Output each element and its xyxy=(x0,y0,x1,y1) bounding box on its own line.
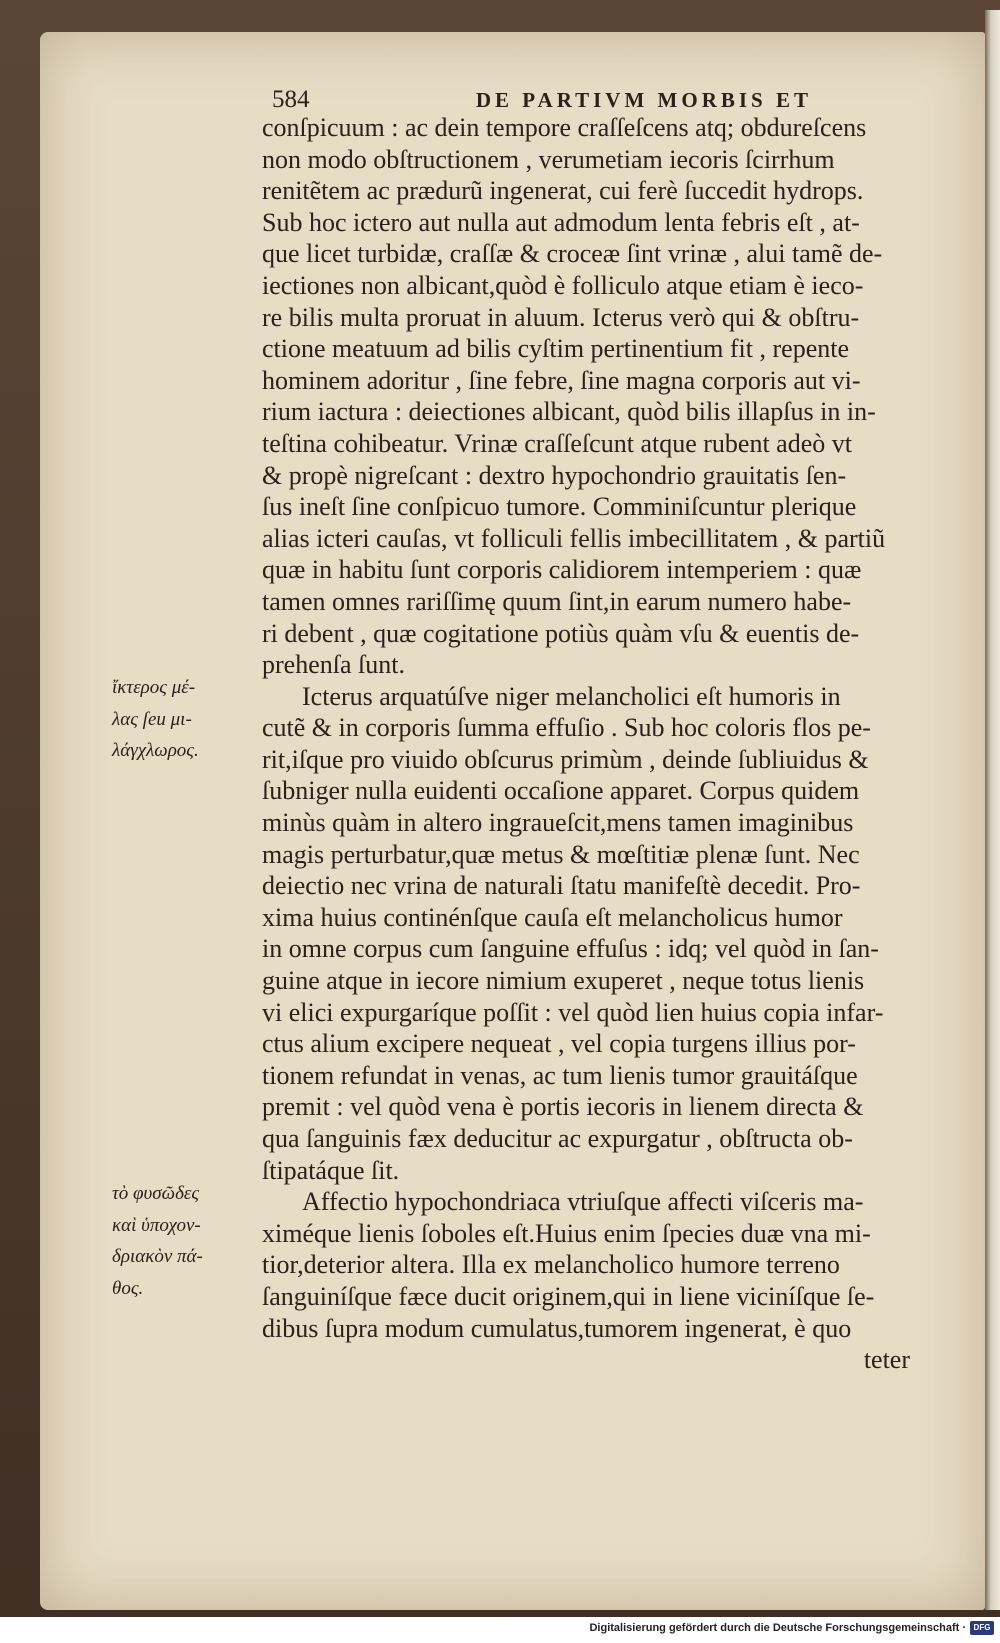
text-line: ri debent , quæ cogitatione potiùs quàm vſu & euentis de- xyxy=(262,618,860,648)
running-head: DE PARTIVM MORBIS ET xyxy=(475,88,812,112)
text-line: ſubniger nulla euidenti occaſione apparet. Corpus quidem xyxy=(262,776,860,806)
text-line: alias icteri cauſas, vt folliculi fellis imbecillitatem , & partiũ xyxy=(262,523,886,553)
book-edge xyxy=(985,10,1000,1610)
marginal-line: λάγχλωρος. xyxy=(112,740,199,762)
marginal-note-greek-2 xyxy=(112,1178,262,1304)
text-line: dibus ſupra modum cumulatus,tumorem ingenerat, è quo xyxy=(262,1313,852,1343)
paragraph-start-line: Affectio hypochondriaca vtriuſque affecti viſceris ma- xyxy=(302,1187,864,1217)
text-line: ſus ineſt ſine conſpicuo tumore. Comminiſcuntur plerique xyxy=(262,492,857,522)
text-line: cutẽ & in corporis ſumma effuſio . Sub hoc coloris flos pe- xyxy=(262,713,871,743)
page-header xyxy=(272,86,812,114)
text-line: minùs quàm in altero ingraueſcit,mens tamen imaginibus xyxy=(262,808,854,838)
text-line: ſtipatáque ſit. xyxy=(262,1155,400,1185)
text-line: prehenſa ſunt. xyxy=(262,650,405,680)
paragraph-start-line: Icterus arquatúſve niger melancholici eſt humoris in xyxy=(302,681,841,711)
digitization-footer xyxy=(0,1617,1000,1643)
text-line: vi elici expurgaríque poſſit : vel quòd lien huius copia infar- xyxy=(262,997,884,1027)
marginal-line: τὸ φυσῶδες xyxy=(112,1183,200,1204)
text-line: que licet turbidæ, craſſæ & croceæ ſint vrinæ , alui tamẽ de- xyxy=(262,239,883,269)
text-line: Sub hoc ictero aut nulla aut admodum lenta febris eſt , at- xyxy=(262,207,860,237)
text-line: in omne corpus cum ſanguine effuſus : idq; vel quòd in ſan- xyxy=(262,934,879,964)
text-line: & propè nigreſcant : dextro hypochondrio grauitatis ſen- xyxy=(262,460,847,490)
text-line: tamen omnes rariſſimę quum ſint,in earum numero habe- xyxy=(262,586,852,616)
text-line: ximéque lienis ſoboles eſt.Huius enim ſpecies duæ vna mi- xyxy=(262,1218,871,1248)
footer-credit: Digitalisierung gefördert durch die Deutsche Forschungsgemeinschaft · xyxy=(589,1622,966,1634)
catchword: teter xyxy=(863,1345,910,1375)
text-line: re bilis multa proruat in aluum. Icterus verò qui & obſtru- xyxy=(262,302,860,332)
marginal-line: ἴκτερος μέ- xyxy=(112,677,196,698)
text-line: ſanguiníſque fæce ducit originem,qui in liene viciníſque ſe- xyxy=(262,1281,875,1311)
text-line: rium iactura : deiectiones albicant, quòd bilis illapſus in in- xyxy=(262,397,876,427)
text-line: tior,deterior altera. Illa ex melancholico humore terreno xyxy=(262,1250,840,1280)
text-line: teſtina cohibeatur. Vrinæ craſſeſcunt atque rubent adeò vt xyxy=(262,428,852,458)
text-line: tionem refundat in venas, ac tum lienis tumor grauitáſque xyxy=(262,1060,858,1090)
text-line: premit : vel quòd vena è portis iecoris in lienem directa & xyxy=(262,1092,864,1122)
dfg-logo-icon: DFG xyxy=(970,1621,994,1635)
marginal-line: δριακὸν πά- xyxy=(112,1246,203,1268)
text-line: xima huius continénſque cauſa eſt melancholicus humor xyxy=(262,902,843,932)
folio-number: 584 xyxy=(272,86,310,113)
text-line: ctus alium excipere nequeat , vel copia turgens illius por- xyxy=(262,1029,856,1059)
text-line: quæ in habitu ſunt corporis calidiorem intemperiem : quæ xyxy=(262,555,862,585)
marginal-line: λας ſeu μι- xyxy=(112,708,192,730)
text-line: deiectio nec vrina de naturali ſtatu manifeſtè decedit. Pro- xyxy=(262,871,861,901)
text-line: renitẽtem ac prædurũ ingenerat, cui ferè ſuccedit hydrops. xyxy=(262,176,864,206)
marginal-note-greek-1 xyxy=(112,672,262,767)
text-line: non modo obſtructionem , verumetiam iecoris ſcirrhum xyxy=(262,144,835,174)
marginal-line: θος. xyxy=(112,1277,144,1299)
text-line: iectiones non albicant,quòd è folliculo atque etiam è ieco- xyxy=(262,270,864,300)
main-text-column xyxy=(262,112,922,1376)
text-line: rit,iſque pro viuido obſcurus primùm , deinde ſubliuidus & xyxy=(262,744,869,774)
text-line: magis perturbatur,quæ metus & mœſtitiæ plenæ ſunt. Nec xyxy=(262,839,860,869)
text-line: qua ſanguinis fæx deducitur ac expurgatur , obſtructa ob- xyxy=(262,1124,853,1153)
text-line: ctione meatuum ad bilis cyſtim pertinentium fit , repente xyxy=(262,334,850,364)
text-line: conſpicuum : ac dein tempore craſſeſcens atq; obdureſcens xyxy=(262,113,867,142)
marginal-line: καὶ ὑποχον- xyxy=(112,1214,201,1236)
text-line: guine atque in iecore nimium exuperet , neque totus lienis xyxy=(262,966,865,996)
text-line: hominem adoritur , ſine febre, ſine magna corporis aut vi- xyxy=(262,365,861,395)
